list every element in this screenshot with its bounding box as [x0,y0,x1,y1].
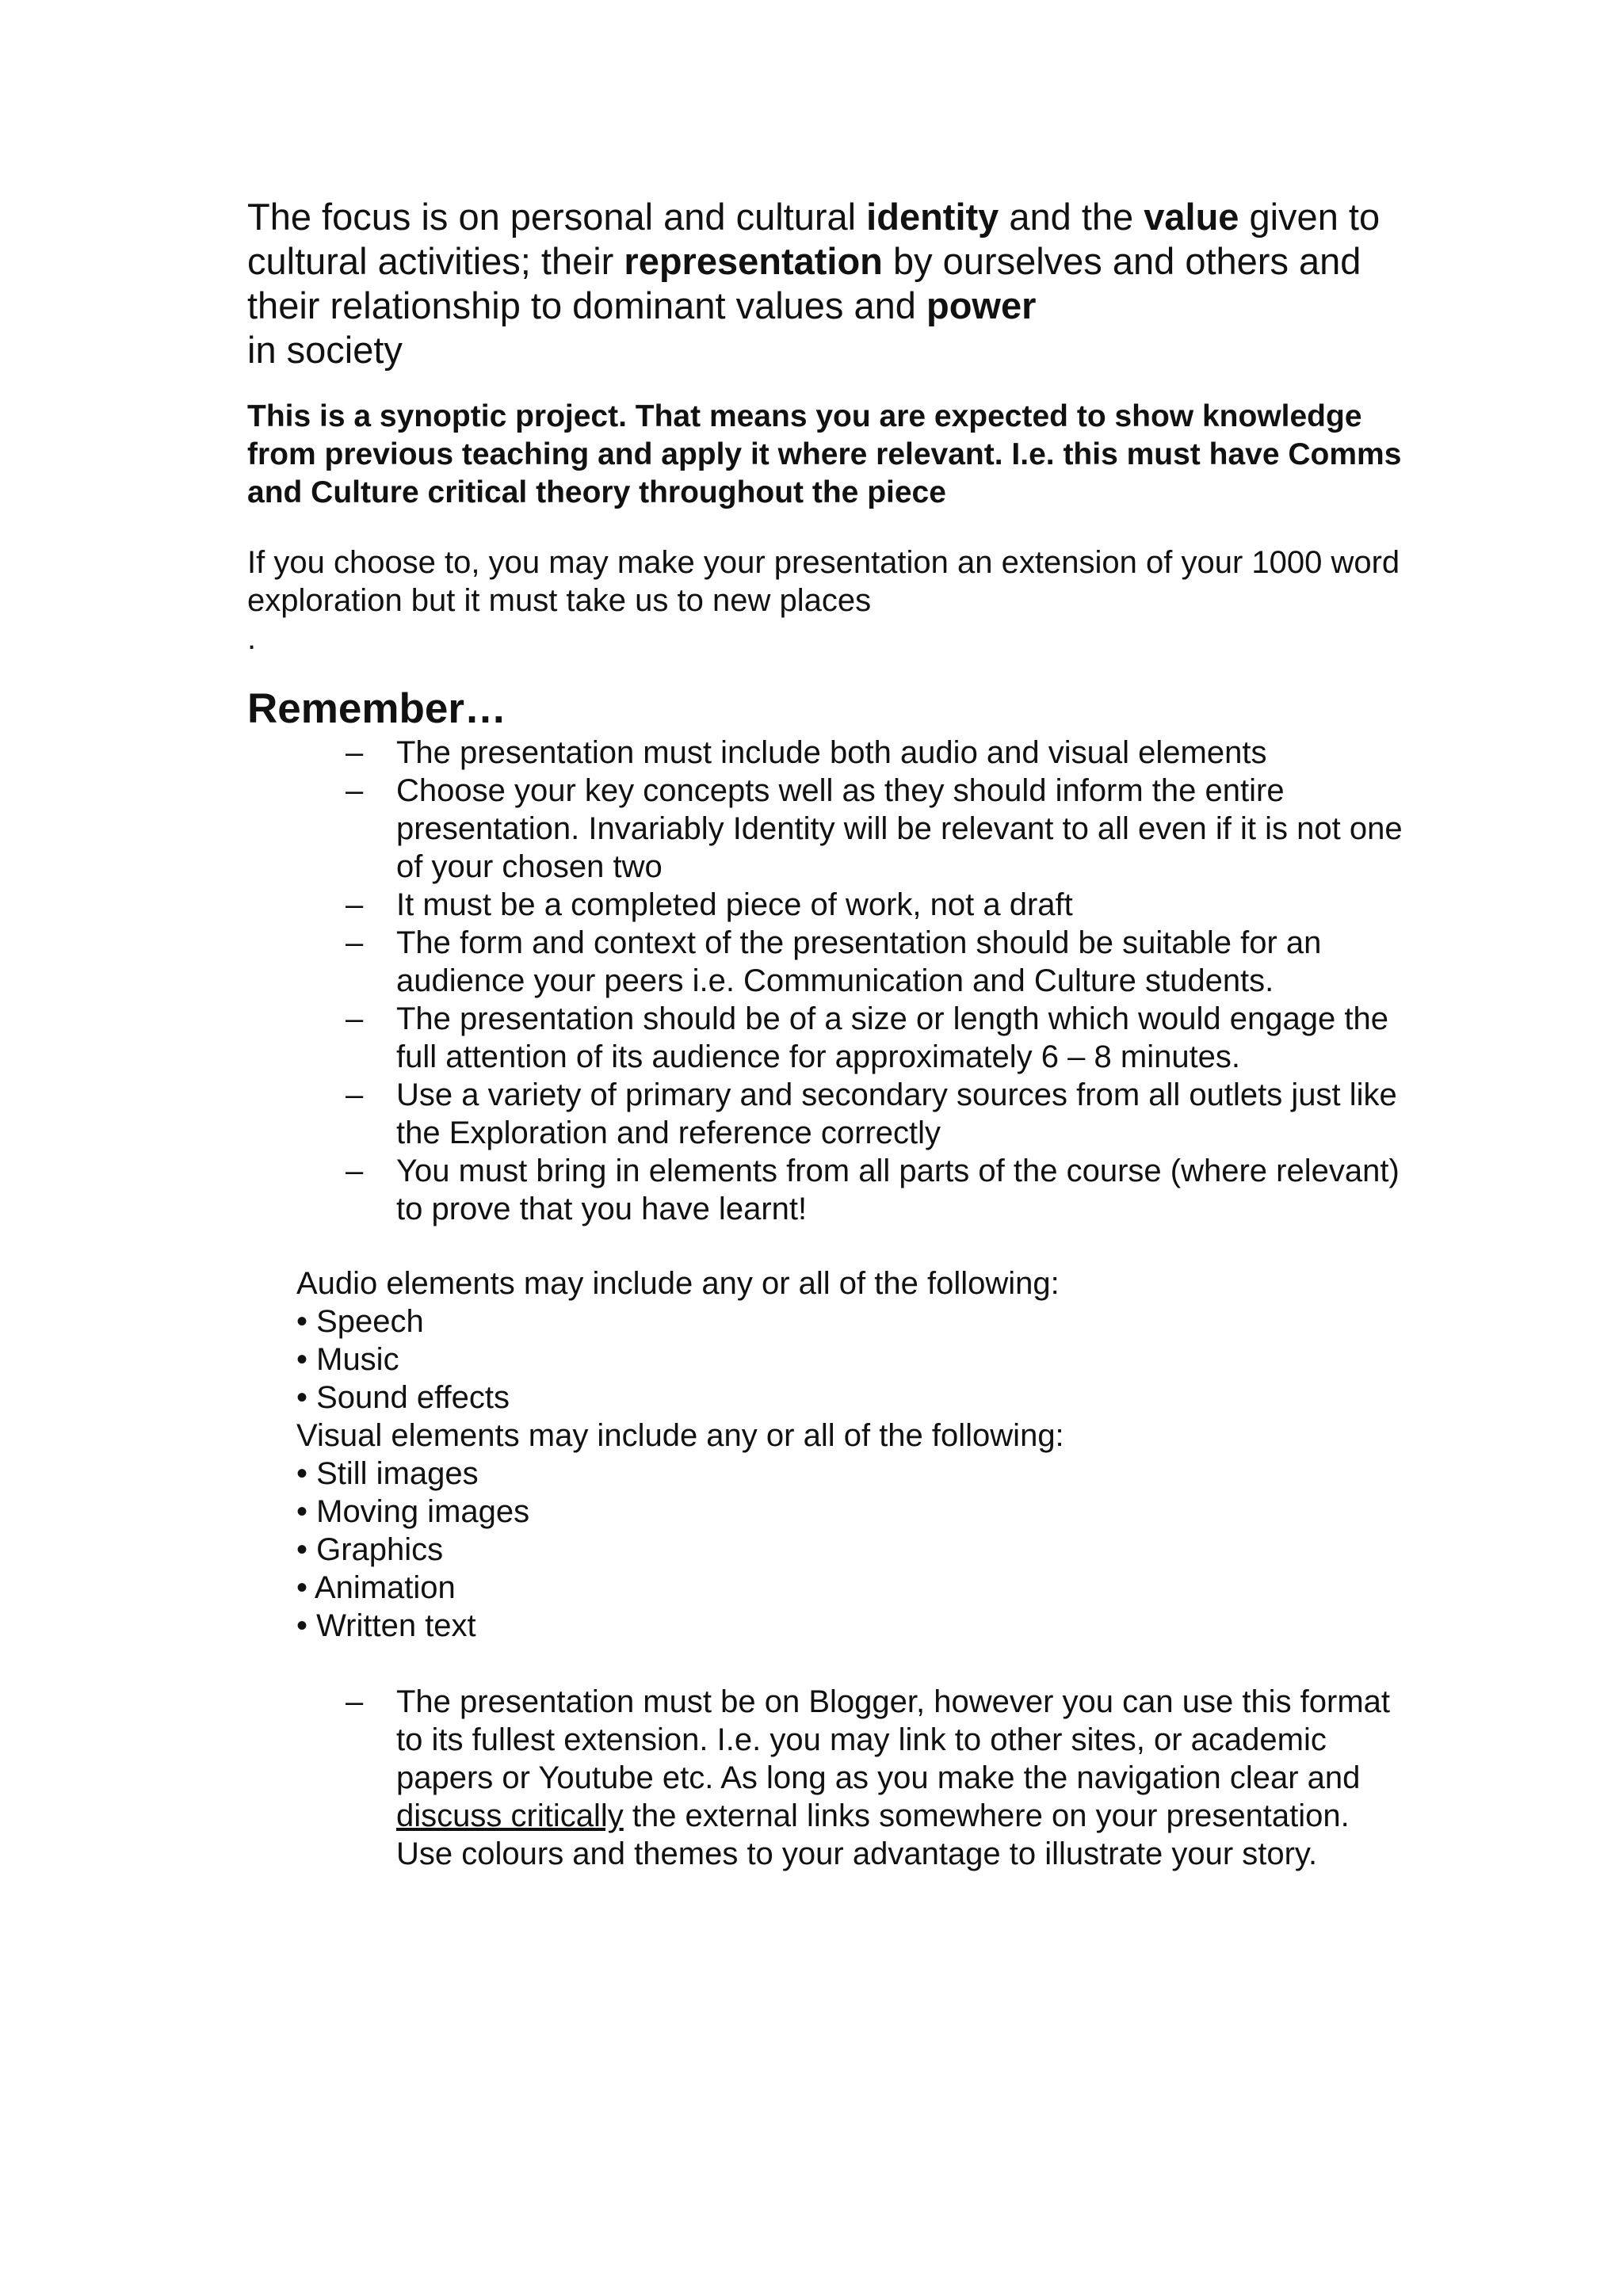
visual-item-written-text: • Written text [296,1608,476,1643]
intro-paragraph [247,195,1404,372]
blogger-text-1: The presentation must be on Blogger, however you can use this format to its fullest extension. I.e. you may link to other sites, or academic papers or Youtube etc. As long as you make the navigation clear and [396,1684,1391,1795]
dash-bullet: – [346,1684,364,1719]
visual-item-still-images: • Still images [296,1456,479,1491]
dash-bullet: – [346,735,364,770]
dash-bullet: – [346,1154,364,1188]
list-item [346,1152,1404,1228]
list-item-text: The presentation should be of a size or length which would engage the full attention of its audience for approximately 6 – 8 minutes. [396,1001,1388,1074]
list-item [346,924,1404,1000]
list-item [346,1683,1404,1873]
list-item-text: You must bring in elements from all parts of the course (where relevant) to prove that you have learnt! [396,1154,1400,1226]
remember-list [247,734,1404,1228]
intro-text-3: given to cultural activities; their [247,196,1381,282]
extension-paragraph: If you choose to, you may make your presentation an extension of your 1000 word exploration but it must take us to new places [247,545,1400,618]
intro-bold-value: value [1144,196,1239,238]
blogger-text-2: the external links somewhere on your presentation. Use colours and themes to your advantage to illustrate your story. [396,1798,1350,1871]
list-item-text: The presentation must include both audio and visual elements [396,735,1267,770]
list-item-text: Choose your key concepts well as they should inform the entire presentation. Invariably Identity will be relevant to all even if it is not one of your chosen two [396,773,1403,884]
intro-text-5: in society [247,329,403,371]
intro-text-2: and the [999,196,1144,238]
intro-bold-power: power [926,284,1037,326]
visual-item-animation: • Animation [296,1570,456,1605]
list-item [346,886,1404,924]
visual-item-graphics: • Graphics [296,1532,444,1567]
intro-bold-representation: representation [624,240,883,282]
list-item-text: It must be a completed piece of work, not a draft [396,887,1073,922]
intro-text-4: by ourselves and others and their relationship to dominant values and [247,240,1361,326]
list-item [346,734,1404,772]
audio-heading: Audio elements may include any or all of the following: [296,1266,1060,1301]
audio-item-speech: • Speech [296,1304,424,1339]
audio-item-sound-effects: • Sound effects [296,1380,510,1415]
list-item [346,772,1404,886]
remember-heading: Remember… [247,685,506,732]
list-item-text: The form and context of the presentation should be suitable for an audience your peers i.e. Communication and Culture students. [396,925,1322,998]
synoptic-paragraph: This is a synoptic project. That means you are expected to show knowledge from previous teaching and apply it where relevant. I.e. this must have Comms and Culture critical theory throughout the piece [247,399,1402,509]
elements-section [296,1264,1404,1645]
list-item [346,1076,1404,1152]
document-page [247,195,1404,1873]
dash-bullet: – [346,773,364,808]
intro-bold-identity: identity [866,196,999,238]
visual-heading: Visual elements may include any or all of the following: [296,1418,1064,1453]
dot-line: . [247,621,257,656]
dash-bullet: – [346,1077,364,1112]
dash-bullet: – [346,1001,364,1036]
dash-bullet: – [346,925,364,960]
list-item [346,1000,1404,1076]
list-item-text: Use a variety of primary and secondary sources from all outlets just like the Exploration and reference correctly [396,1077,1397,1150]
audio-item-music: • Music [296,1342,399,1377]
discuss-critically-text: discuss critically [396,1798,624,1833]
intro-text-1: The focus is on personal and cultural [247,196,867,238]
blogger-list [247,1683,1404,1873]
visual-item-moving-images: • Moving images [296,1494,530,1529]
dash-bullet: – [346,887,364,922]
